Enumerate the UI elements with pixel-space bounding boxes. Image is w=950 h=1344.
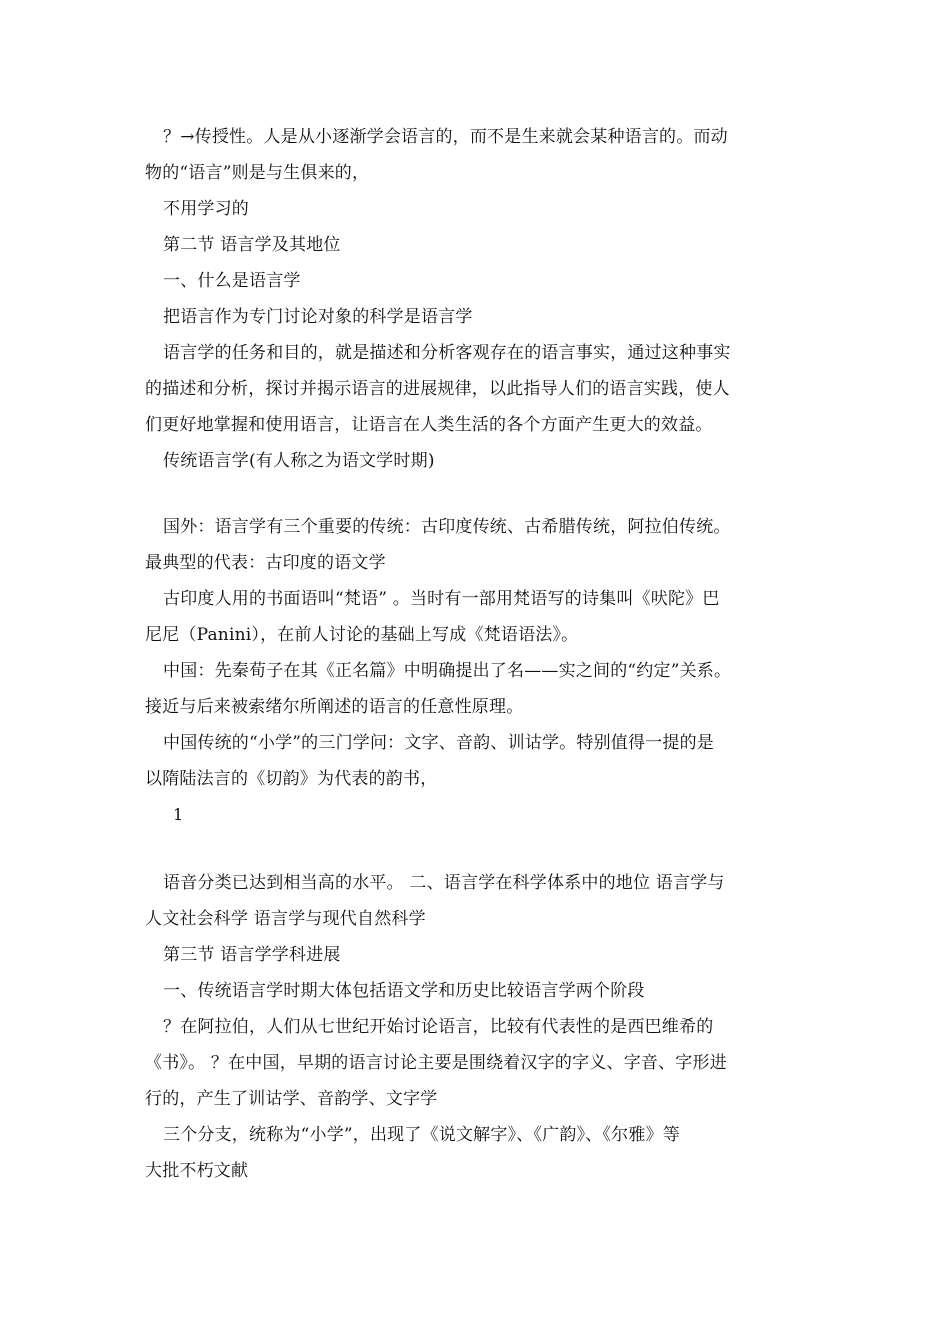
text-line: 最典型的代表：古印度的语文学 (145, 553, 386, 573)
page-number: 1 (173, 805, 184, 824)
text-line: ？在阿拉伯，人们从七世纪开始讨论语言，比较有代表性的是西巴维希的 (163, 1017, 714, 1037)
text-line: 尼尼（Panini），在前人讨论的基础上写成《梵语语法》。 (145, 625, 579, 645)
section-heading: 第二节 语言学及其地位 (163, 235, 341, 255)
text-line: 把语言作为专门讨论对象的科学是语言学 (163, 307, 473, 327)
text-line: ？→传授性。人是从小逐渐学会语言的，而不是生来就会某种语言的。而动 (163, 127, 728, 147)
text-line: 中国传统的“小学”的三门学问：文字、音韵、训诂学。特别值得一提的是 (163, 733, 714, 753)
section-heading: 第三节 语言学学科进展 (163, 945, 341, 965)
text-line: 的描述和分析，探讨并揭示语言的进展规律，以此指导人们的语言实践，使人 (145, 379, 730, 399)
text-line: 接近与后来被索绪尔所阐述的语言的任意性原理。 (145, 697, 524, 717)
text-line: 三个分支，统称为“小学”，出现了《说文解字》、《广韵》、《尔雅》等 (163, 1125, 680, 1145)
subsection-heading: 一、什么是语言学 (163, 271, 301, 291)
text-line: 中国：先秦荀子在其《正名篇》中明确提出了名——实之间的“约定”关系。 (163, 661, 732, 681)
text-line: 不用学习的 (163, 199, 249, 219)
text-line: 《书》。 ？在中国，早期的语言讨论主要是围绕着汉字的字义、字音、字形进 (145, 1053, 727, 1073)
text-line: 传统语言学(有人称之为语文学时期) (163, 451, 435, 471)
text-line: 国外：语言学有三个重要的传统：古印度传统、古希腊传统，阿拉伯传统。 (163, 517, 731, 537)
text-line: 语音分类已达到相当高的水平。 二、语言学在科学体系中的地位 语言学与 (163, 873, 725, 893)
text-line: 人文社会科学 语言学与现代自然科学 (145, 909, 426, 929)
text-line: 行的，产生了训诂学、音韵学、文字学 (145, 1089, 438, 1109)
text-line: 古印度人用的书面语叫“梵语” 。当时有一部用梵语写的诗集叫《吠陀》巴 (163, 589, 720, 609)
text-line: 以隋陆法言的《切韵》为代表的韵书， (145, 769, 438, 789)
text-line: 语言学的任务和目的，就是描述和分析客观存在的语言事实，通过这种事实 (163, 343, 731, 363)
text-line: 物的“语言”则是与生俱来的， (145, 163, 370, 183)
text-line: 大批不朽文献 (145, 1161, 249, 1181)
text-line: 们更好地掌握和使用语言，让语言在人类生活的各个方面产生更大的效益。 (145, 415, 713, 435)
subsection-heading: 一、传统语言学时期大体包括语文学和历史比较语言学两个阶段 (163, 981, 645, 1001)
